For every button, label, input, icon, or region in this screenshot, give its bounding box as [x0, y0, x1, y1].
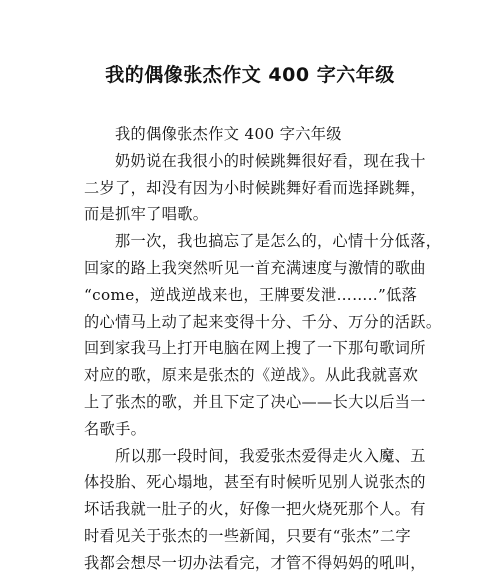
body-line: 奶奶说在我很小的时候跳舞很好看，现在我十: [115, 151, 426, 170]
body-line: 那一次，我也搞忘了是怎么的，心情十分低落，: [115, 232, 442, 251]
body-line: 所以那一段时间，我爱张杰爱得走火入魔、五: [115, 446, 426, 465]
body-line: “come，逆战逆战来也，王牌要发泄……..”低落: [84, 285, 418, 304]
body-line: 名歌手。: [84, 419, 147, 438]
body-line: 的心情马上动了起来变得十分、千分、万分的活跃。: [84, 312, 442, 331]
body-line: 时看见关于张杰的一些新闻，只要有“张杰”二字: [84, 526, 411, 545]
body-line: 对应的歌，原来是张杰的《逆战》。从此我就喜欢: [84, 366, 419, 385]
body-line: 回家的路上我突然听见一首充满速度与激情的歌曲: [84, 258, 426, 277]
body-line: 回到家我马上打开电脑在网上搜了一下那句歌词所: [84, 339, 426, 358]
body-line-subtitle: 我的偶像张杰作文 400 字六年级: [115, 125, 342, 143]
body-line: 坏话我就一肚子的火，好像一把火烧死那个人。有: [84, 500, 426, 519]
document-body: [84, 121, 442, 577]
body-line: 而是抓牢了唱歌。: [84, 205, 209, 224]
body-line: 体投胎、死心塌地，甚至有时候听见别人说张杰的: [84, 473, 426, 492]
body-line: 我都会想尽一切办法看完，才管不得妈妈的吼叫，: [84, 553, 426, 572]
body-line: 上了张杰的歌，并且下定了决心——长大以后当一: [84, 392, 426, 411]
document-title: 我的偶像张杰作文 400 字六年级: [105, 64, 395, 86]
body-line: 二岁了，却没有因为小时候跳舞好看而选择跳舞，: [84, 178, 426, 197]
